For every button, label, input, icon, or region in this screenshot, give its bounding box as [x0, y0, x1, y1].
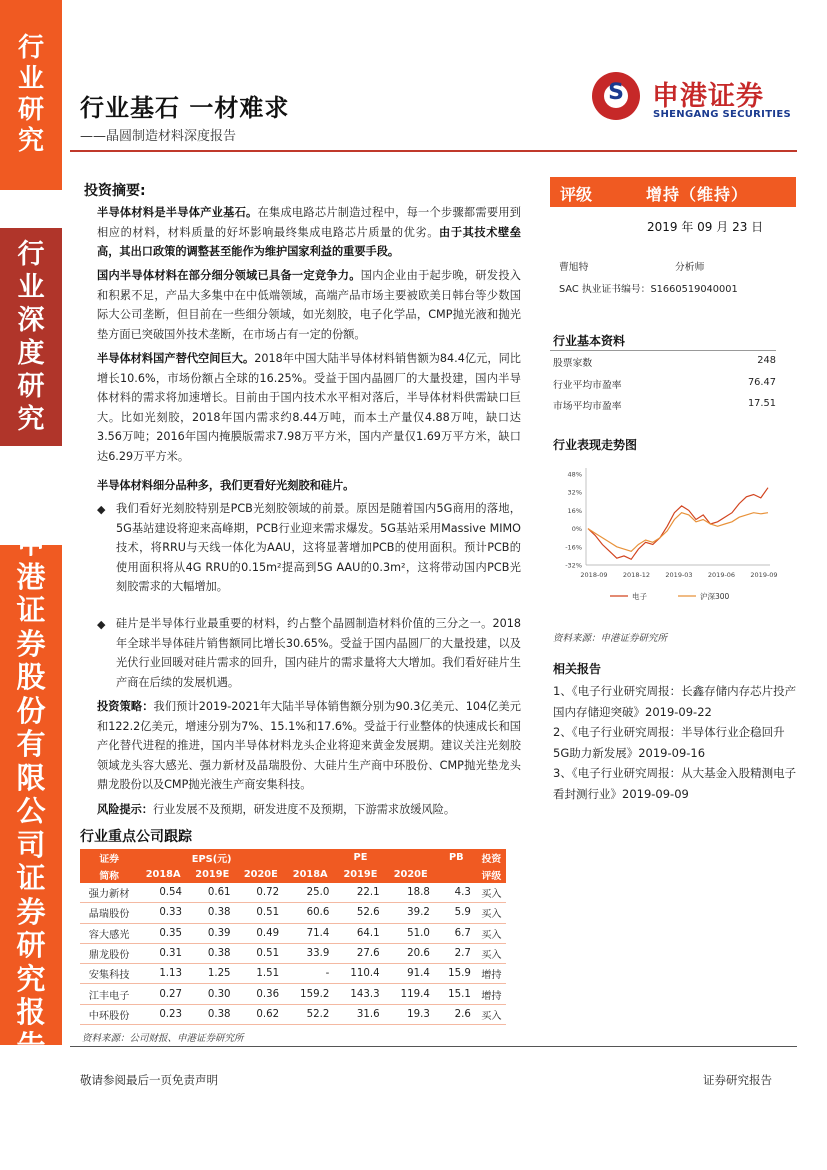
footer-divider — [70, 1046, 797, 1047]
sidebar-char: 券 — [16, 894, 46, 929]
basics-row — [553, 355, 776, 369]
y-tick-label: 16% — [567, 506, 582, 515]
logo-letter: S — [608, 80, 624, 105]
rating-value: 增持（维持） — [646, 185, 749, 204]
col-year: 2020E — [386, 866, 436, 883]
summary-bullet-1: 我们看好光刻胶特别是PCB光刻胶领域的前景。原因是随着国内5G商用的落地，5G基站建设将迎来高峰期，PCB行业迎来需求爆发。5G基站采用Massive MIMO技术，将RRU与天线一体化为AAU，这将显著增加PCB的使用面积。预计PCB的使用面积将从4G RRU的0.15m²提高到5G AAU的0.3m²，这将带动国内PCB光刻胶需求的大幅增加。 — [116, 502, 521, 594]
sidebar-char: 告 — [16, 1028, 46, 1063]
rating-cell: 买入 — [477, 923, 506, 943]
rating-cell: 增持 — [477, 984, 506, 1004]
summary-bullet-2: 硅片是半导体行业最重要的材料，约占整个晶圆制造材料价值的三分之一。2018年全球半导体硅片销售额同比增长30.65%。受益于国内晶圆厂的大量投建，以及光伏行业回暖对硅片需求的回升，国内硅片的需求量将大大增加。我们看好硅片生产商在后续的发展机遇。 — [116, 617, 521, 689]
value-cell: 0.39 — [188, 923, 237, 943]
y-tick-label: 48% — [567, 470, 582, 479]
value-cell: 0.72 — [237, 883, 286, 903]
para-bold: 半导体材料国产替代空间巨大。 — [97, 352, 255, 365]
value-cell: 60.6 — [285, 903, 335, 923]
value-cell: 0.62 — [237, 1004, 286, 1024]
sidebar-char: 券 — [16, 626, 46, 661]
basics-label: 股票家数 — [553, 358, 593, 369]
sidebar-char: 行 — [17, 33, 44, 63]
para-text: 在集成电路芯片制造过程中，每一个步骤都需要用到相应的材料，材料质量的好坏影响最终集成电路芯片质量的优劣。 — [97, 206, 521, 239]
value-cell: 0.51 — [237, 903, 286, 923]
para-bold: 风险提示： — [97, 803, 153, 816]
col-pb-sub — [436, 866, 477, 883]
sidebar-char: 究 — [17, 126, 44, 156]
report-title: 行业基石 一材难求 — [80, 93, 290, 122]
divider — [550, 350, 776, 351]
value-cell: 27.6 — [335, 943, 385, 963]
value-cell: 0.30 — [188, 984, 237, 1004]
related-heading: 相关报告 — [553, 662, 602, 676]
sidebar-char: 度 — [17, 338, 45, 369]
summary-paragraph-4 — [97, 476, 521, 496]
chart-source: 资料来源：申港证券研究所 — [553, 633, 668, 644]
table-row — [80, 964, 506, 984]
series-line-electronics — [588, 488, 768, 560]
para-bold: 半导体材料是半导体产业基石。 — [97, 206, 258, 219]
col-stock: 证券 — [80, 849, 138, 866]
value-cell: 25.0 — [285, 883, 335, 903]
report-date: 2019 年 09 月 23 日 — [647, 220, 764, 234]
rating-cell: 增持 — [477, 964, 506, 984]
table-row — [80, 903, 506, 923]
sidebar-char: 港 — [16, 559, 46, 594]
sidebar-deep-research — [0, 228, 62, 446]
value-cell: 39.2 — [386, 903, 436, 923]
tracker-body — [80, 883, 506, 1025]
para-bold: 半导体材料细分品种多，我们更看好光刻胶和硅片。 — [97, 479, 355, 492]
col-year: 2019E — [335, 866, 385, 883]
tracker-heading: 行业重点公司跟踪 — [80, 829, 192, 845]
basics-value: 76.47 — [747, 377, 776, 388]
y-tick-label: 0% — [571, 525, 582, 534]
summary-paragraph-2 — [97, 266, 521, 344]
company-name: 鼎龙股份 — [80, 943, 138, 963]
sidebar-char: 业 — [17, 272, 45, 303]
value-cell: 51.0 — [386, 923, 436, 943]
value-cell: 31.6 — [335, 1004, 385, 1024]
value-cell: 91.4 — [386, 964, 436, 984]
basics-label: 行业平均市盈率 — [553, 380, 622, 391]
para-bold: 由于其技术壁垒高，其出口政策的调整甚至能作为维护国家利益的重要手段。 — [97, 225, 521, 259]
col-pb: PB — [436, 849, 477, 866]
basics-row — [553, 377, 776, 391]
sidebar-char: 研 — [17, 95, 44, 125]
legend-label-hs300: 沪深300 — [700, 592, 730, 601]
value-cell: 2.6 — [436, 1004, 477, 1024]
value-cell: 1.13 — [138, 964, 188, 984]
related-report-3[interactable]: 3、《电子行业研究周报：从大基金入股精测电子看封测行业》2019-09-09 — [553, 766, 797, 801]
x-tick-label: 2019-06 — [707, 571, 736, 579]
summary-paragraph-3 — [97, 349, 521, 467]
sidebar-char: 究 — [17, 404, 45, 435]
value-cell: 0.38 — [188, 943, 237, 963]
sidebar-char: 有 — [16, 727, 46, 761]
x-tick-label: 2018-12 — [622, 571, 651, 579]
sidebar-char: 究 — [16, 961, 46, 996]
value-cell: 110.4 — [335, 964, 385, 984]
value-cell: 0.61 — [188, 883, 237, 903]
sidebar-char: 司 — [16, 827, 46, 862]
company-name: 江丰电子 — [80, 984, 138, 1004]
series-line-hs300 — [588, 513, 768, 552]
value-cell: 52.6 — [335, 903, 385, 923]
summary-paragraph-1 — [97, 203, 521, 262]
analyst-sac: SAC 执业证书编号：S1660519040001 — [559, 284, 738, 295]
related-report-1[interactable]: 1、《电子行业研究周报：长鑫存储内存芯片投产 国内存储迎突破》2019-09-22 — [553, 684, 797, 719]
tracker-source: 资料来源：公司财报、申港证券研究所 — [82, 1033, 244, 1044]
para-bold: 国内半导体材料在部分细分领域已具备一定竞争力。 — [97, 269, 361, 282]
bullet-icon: ◆ — [97, 503, 106, 516]
sidebar-char: 份 — [16, 693, 46, 728]
summary-heading: 投资摘要: — [84, 183, 146, 199]
para-text: 国内企业由于起步晚，研发投入和积累不足，产品大多集中在中低端领域，高端产品市场主要被欧美日韩台等少数国际大公司垄断，但目前在一些细分领域，如光刻胶，电子化学品，CMP抛光液和抛光垫方面已突破国外技术垄断，在市场占有一定的份额。 — [97, 269, 521, 341]
summary-strategy — [97, 697, 521, 795]
value-cell: 15.1 — [436, 984, 477, 1004]
col-year: 2018A — [138, 866, 188, 883]
para-text: 2018年中国大陆半导体材料销售额为84.4亿元，同比增长10.6%，市场份额占全球的16.25%。受益于国内晶圆厂的大量投建，国内半导体材料的需求将加速增长。目前由于国内技术水平相对落后，半导体材料供需缺口巨大。比如光刻胶，2018年国内需求约8.44万吨，而本土产量仅4.88万吨，缺口达3.56万吨；2016年国内掩膜版需求7.98万平方米，国内产量仅1.69万平方米，缺口达6.29万平方米。 — [97, 352, 521, 463]
sidebar-char: 证 — [16, 593, 46, 627]
value-cell: 15.9 — [436, 964, 477, 984]
sidebar-char: 公 — [16, 794, 46, 828]
sidebar-char: 股 — [16, 660, 46, 694]
table-row — [80, 923, 506, 943]
basics-value: 248 — [757, 355, 776, 366]
value-cell: 0.51 — [237, 943, 286, 963]
para-text: 行业发展不及预期，研发进度不及预期，下游需求放缓风险。 — [152, 803, 456, 816]
tracker-table — [80, 849, 506, 1025]
chart-x-axis — [580, 571, 777, 579]
logo-name-en: SHENGANG SECURITIES — [653, 109, 791, 120]
col-year: 2019E — [188, 866, 237, 883]
value-cell: 0.38 — [188, 1004, 237, 1024]
company-name: 晶瑞股份 — [80, 903, 138, 923]
company-name: 容大感光 — [80, 923, 138, 943]
footer-disclaimer[interactable]: 敬请参阅最后一页免责声明 — [80, 1073, 218, 1087]
header-divider — [70, 150, 797, 152]
sidebar-company-name — [0, 526, 62, 1063]
sidebar-char: 证 — [16, 861, 46, 895]
y-tick-label: -32% — [565, 561, 582, 570]
rating-cell: 买入 — [477, 903, 506, 923]
value-cell: 143.3 — [335, 984, 385, 1004]
value-cell: 18.8 — [386, 883, 436, 903]
value-cell: 0.54 — [138, 883, 188, 903]
sidebar-char: 深 — [17, 305, 45, 336]
analyst-role: 分析师 — [675, 262, 705, 273]
sidebar-char: 业 — [17, 64, 44, 94]
y-tick-label: 32% — [567, 488, 582, 497]
col-rating-sub: 评级 — [477, 866, 506, 883]
table-row — [80, 984, 506, 1004]
logo-name-cn: 申港证券 — [652, 81, 764, 112]
value-cell: 19.3 — [386, 1004, 436, 1024]
value-cell: 6.7 — [436, 923, 477, 943]
value-cell: 0.49 — [237, 923, 286, 943]
table-row — [80, 943, 506, 963]
footer-report-type: 证券研究报告 — [703, 1073, 772, 1087]
x-tick-label: 2019-09 — [750, 571, 778, 579]
basics-row — [553, 398, 776, 412]
col-year: 2018A — [285, 866, 335, 883]
x-tick-label: 2018-09 — [580, 571, 608, 579]
col-pe: PE — [285, 849, 436, 866]
sidebar-char: 研 — [16, 928, 46, 962]
company-name: 强力新材 — [80, 883, 138, 903]
related-report-2[interactable]: 2、《电子行业研究周报：半导体行业企稳回升 5G助力新发展》2019-09-16 — [553, 725, 785, 760]
para-text: 我们预计2019-2021年大陆半导体销售额分别为90.3亿美元、104亿美元和122.2亿美元，增速分别为7%、15.1%和17.6%。受益于行业整体的快速成长和国产化替代进程的推进，国内半导体材料龙头企业将迎来黄金发展期。建议关注光刻胶领域龙头容大感光、强力新材及晶瑞股份、大硅片生产商中环股份、CMP抛光垫龙头鼎龙股份以及CMP抛光液生产商安集科技。 — [97, 700, 521, 792]
bullet-icon: ◆ — [97, 618, 106, 631]
col-eps: EPS(元) — [138, 849, 285, 866]
table-row — [80, 1004, 506, 1024]
chart-y-axis — [565, 471, 582, 570]
sidebar-char: 行 — [17, 239, 45, 270]
col-rating: 投资 — [477, 849, 506, 866]
para-bold: 投资策略： — [97, 700, 154, 713]
value-cell: 0.23 — [138, 1004, 188, 1024]
value-cell: 71.4 — [285, 923, 335, 943]
trend-chart — [548, 460, 780, 612]
table-header-row — [80, 849, 506, 866]
value-cell: 159.2 — [285, 984, 335, 1004]
col-stock-sub: 简称 — [80, 866, 138, 883]
value-cell: 1.51 — [237, 964, 286, 984]
company-name: 中环股份 — [80, 1004, 138, 1024]
value-cell: 4.3 — [436, 883, 477, 903]
basics-value: 17.51 — [747, 398, 776, 409]
basics-heading: 行业基本资料 — [553, 334, 626, 348]
sidebar-char: 申 — [16, 526, 46, 560]
value-cell: - — [285, 964, 335, 984]
rating-banner — [550, 177, 796, 207]
value-cell: 20.6 — [386, 943, 436, 963]
value-cell: 0.27 — [138, 984, 188, 1004]
trend-heading: 行业表现走势图 — [553, 438, 638, 452]
value-cell: 0.38 — [188, 903, 237, 923]
rating-cell: 买入 — [477, 1004, 506, 1024]
value-cell: 2.7 — [436, 943, 477, 963]
company-name: 安集科技 — [80, 964, 138, 984]
value-cell: 119.4 — [386, 984, 436, 1004]
report-subtitle: ——晶圆制造材料深度报告 — [80, 129, 237, 144]
y-tick-label: -16% — [565, 543, 582, 552]
value-cell: 52.2 — [285, 1004, 335, 1024]
analyst-name: 曹旭特 — [559, 262, 589, 273]
value-cell: 0.31 — [138, 943, 188, 963]
rating-label: 评级 — [560, 185, 593, 204]
col-year: 2020E — [237, 866, 286, 883]
sidebar-char: 研 — [17, 371, 45, 402]
value-cell: 0.36 — [237, 984, 286, 1004]
sidebar-char: 报 — [16, 995, 46, 1029]
legend-label-electronics: 电子 — [632, 592, 647, 601]
basics-label: 市场平均市盈率 — [553, 401, 622, 412]
value-cell: 33.9 — [285, 943, 335, 963]
x-tick-label: 2019-03 — [665, 571, 693, 579]
value-cell: 64.1 — [335, 923, 385, 943]
rating-cell: 买入 — [477, 883, 506, 903]
value-cell: 0.33 — [138, 903, 188, 923]
value-cell: 5.9 — [436, 903, 477, 923]
sidebar-char: 限 — [16, 760, 46, 795]
summary-risk — [97, 800, 521, 820]
sidebar-industry-research — [0, 0, 62, 190]
table-row — [80, 883, 506, 903]
rating-cell: 买入 — [477, 943, 506, 963]
value-cell: 0.35 — [138, 923, 188, 943]
table-header-row — [80, 866, 506, 883]
value-cell: 22.1 — [335, 883, 385, 903]
value-cell: 1.25 — [188, 964, 237, 984]
